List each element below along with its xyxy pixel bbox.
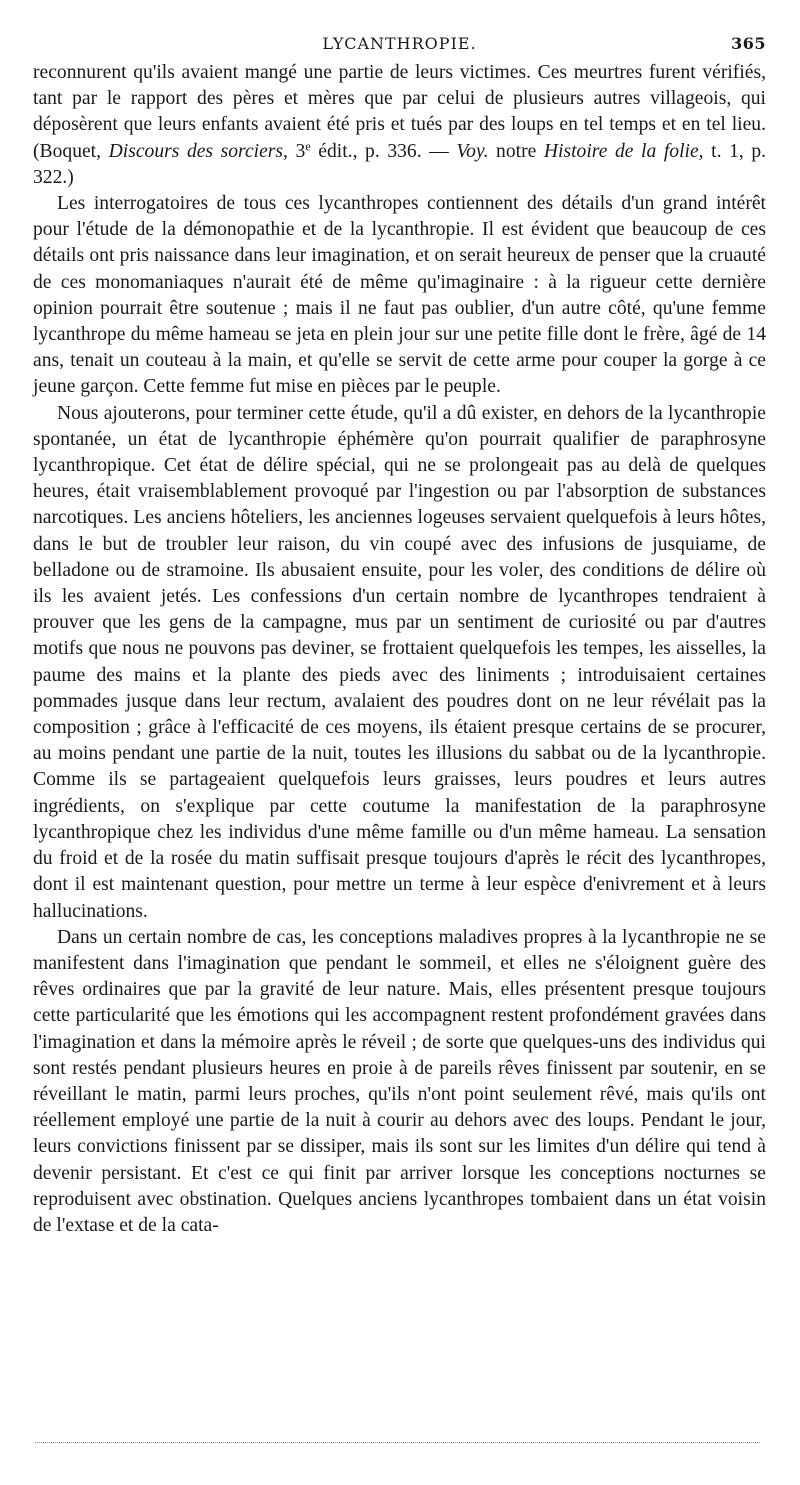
page-number: 365 bbox=[731, 34, 766, 53]
page-header bbox=[33, 30, 766, 60]
text-run: 3 bbox=[287, 140, 306, 162]
text-run: reconnurent qu'ils avaient mangé une partie de leurs victimes. Ces meurtres furent vérifiés, tant par le rapport des pères et mères que par celui de plusieurs autres villageois, qui déposèrent que leurs enfants avaient été pris et tués par des loups en tel temps et en tel lieu. (Boquet, bbox=[33, 62, 766, 162]
paragraph-sommeil: Dans un certain nombre de cas, les conceptions maladives propres à la lycanthropie ne se manifestent dans l'imagination que pendant le sommeil, et elles ne s'éloignent guère des rêves ordinaires que par la gravité de leur nature. Mais, elles présentent presque toujours cette particularité que les émotions qui les accompagnent restent profondément gravées dans l'imagination et dans la mémoire après le réveil ; de sorte que quelques-uns des individus qui sont restés pendant plusieurs heures en proie à de pareils rêves finissent par soutenir, en se réveillant le matin, parmi leurs proches, qu'ils n'ont point seulement rêvé, mais qu'ils ont réellement employé une partie de la nuit à courir au dehors avec des loups. Pendant le jour, leurs convictions finissent par se dissiper, mais ils sont sur les limites d'un délire qui tend à devenir persistant. Et c'est ce qui finit par arriver lorsque les conceptions nocturnes se reproduisent avec obstination. Quelques anciens lycanthropes tombaient dans un état voisin de l'extase et de la cata- bbox=[33, 926, 766, 1236]
see-abbreviation: Voy. bbox=[456, 140, 489, 162]
citation-title: Histoire de la folie, bbox=[543, 140, 704, 162]
edition-superscript: e bbox=[305, 138, 311, 153]
paragraph-interrogatoires: Les interrogatoires de tous ces lycanthropes contiennent des détails d'un grand intérêt pour l'étude de la démonopathie et de la lycanthropie. Il est évident que beaucoup de ces détails ont pris naissance dans leur imagination, et on serait heureux de penser que la cruauté de ces monomaniaques n'aurait été de même qu'imaginaire : à la rigueur cette dernière opinion pourrait être soutenue ; mais il ne faut pas oublier, d'un autre côté, qu'une femme lycanthrope du même hameau se jeta en plein jour sur une petite fille dont le frère, âgé de 14 ans, tenait un couteau à la main, et qu'elle se servit de cette arme pour couper la gorge à ce jeune garçon. Cette femme fut mise en pièces par le peuple. bbox=[33, 193, 766, 398]
citation-title: Discours des sorciers, bbox=[108, 140, 288, 162]
running-title: LYCANTHROPIE. bbox=[322, 34, 477, 53]
text-run: t. 1, p. 322.) bbox=[33, 140, 767, 188]
paragraph-paraphrosyne: Nous ajouterons, pour terminer cette étude, qu'il a dû exister, en dehors de la lycanthropie spontanée, un état de lycanthropie éphémère qu'on pourrait qualifier de paraphrosyne lycanthropique. Cet état de délire spécial, qui ne se prolongeait pas au delà de quelques heures, était vraisemblablement provoqué par l'ingestion ou par l'absorption de substances narcotiques. Les anciens hôteliers, les anciennes logeuses servaient quelquefois à leurs hôtes, dans le but de troubler leur raison, du vin coupé avec des infusions de jusquiame, de belladone ou de stramoine. Ils abusaient ensuite, pour les voler, des conditions de délire où ils les avaient jetés. Les confessions d'un certain nombre de lycanthropes tendraient à prouver que les gens de la campagne, mus par un sentiment de curiosité ou par d'autres motifs que nous ne pouvons pas deviner, se frottaient quelquefois les tempes, les aisselles, la paume des mains et la plante des pieds avec des liniments ; introduisaient certaines pommades jusque dans leur rectum, avalaient des poudres dont on ne leur révélait pas la composition ; grâce à l'efficacité de ces moyens, ils étaient presque certains de se procurer, au moins pendant une partie de la nuit, toutes les illusions du sabbat ou de la lycanthropie. Comme ils se partageaient quelquefois leurs graisses, leurs poudres et leurs autres ingrédients, on s'explique par cette coutume la manifestation de la paraphrosyne lycanthropique chez les individus d'une même famille ou d'un même hameau. La sensation du froid et de la rosée du matin suffisait presque toujours d'après le récit des lycanthropes, dont il est maintenant question, pour mettre un terme à leur espèce d'enivrement et à leurs hallucinations. bbox=[33, 402, 766, 922]
body-text bbox=[33, 60, 766, 1239]
paragraph-continuation bbox=[33, 60, 766, 191]
text-run: édit., p. 336. — bbox=[310, 140, 457, 162]
footer-dotted-rule bbox=[35, 1442, 760, 1443]
text-run: notre bbox=[488, 140, 544, 162]
